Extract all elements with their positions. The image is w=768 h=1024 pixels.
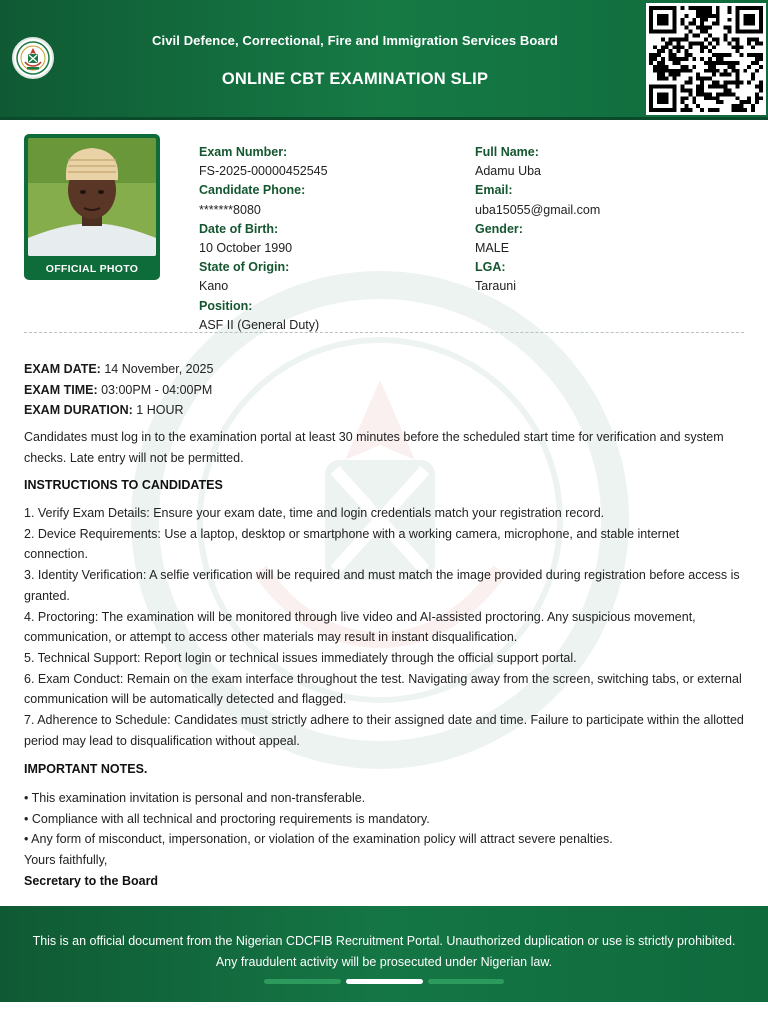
state-label: State of Origin: bbox=[199, 260, 290, 275]
dob-label: Date of Birth: bbox=[199, 221, 279, 236]
lga-value: Tarauni bbox=[475, 279, 516, 294]
closing-text: Yours faithfully, bbox=[24, 853, 108, 868]
exam-duration-value: 1 HOUR bbox=[136, 403, 184, 417]
instruction-item: 5. Technical Support: Report login or technical issues immediately through the official support portal. bbox=[24, 650, 577, 665]
instruction-item: 4. Proctoring: The examination will be monitored through live video and AI-assisted proctoring. Any suspicious movement, communication, or attempt to access other materials may result in instant disqualification. bbox=[24, 609, 696, 645]
official-photo-card bbox=[24, 134, 160, 280]
bottom-margin bbox=[0, 1002, 768, 1024]
exam-details bbox=[24, 359, 213, 421]
footer-disclaimer: This is an official document from the Nigerian CDCFIB Recruitment Portal. Unauthorized duplication or use is strictly prohibited. Any fraudulent activity will be prosecuted under Nigerian law. bbox=[32, 934, 736, 969]
note-item: • Compliance with all technical and proctoring requirements is mandatory. bbox=[24, 811, 430, 826]
footer-bar-right bbox=[428, 979, 504, 984]
exam-number-label: Exam Number: bbox=[199, 145, 288, 159]
instruction-item: 1. Verify Exam Details: Ensure your exam date, time and login credentials match your registration record. bbox=[24, 506, 605, 520]
email-label: Email: bbox=[475, 183, 513, 198]
section-divider bbox=[24, 332, 744, 333]
exam-duration-label: EXAM DURATION: bbox=[24, 403, 133, 417]
phone-label: Candidate Phone: bbox=[199, 183, 306, 198]
exam-date-label: EXAM DATE: bbox=[24, 362, 101, 376]
gender-label: Gender: bbox=[475, 221, 523, 236]
exam-time-row bbox=[24, 380, 213, 401]
exam-date-row bbox=[24, 359, 213, 380]
lga-label: LGA: bbox=[475, 260, 506, 275]
candidate-info-right bbox=[475, 143, 755, 297]
full-name-label: Full Name: bbox=[475, 145, 539, 159]
instructions-list bbox=[24, 503, 746, 751]
board-name: Civil Defence, Correctional, Fire and Immigration Services Board bbox=[152, 33, 558, 48]
note-item: • This examination invitation is personal and non-transferable. bbox=[24, 791, 366, 805]
instruction-item: 7. Adherence to Schedule: Candidates must strictly adhere to their assigned date and time. Failure to participate within the allotted period may lead to disqualification without appeal. bbox=[24, 713, 744, 748]
exam-number-value: FS-2025-00000452545 bbox=[199, 164, 328, 179]
note-item: • Any form of misconduct, impersonation, or violation of the examination policy will attract severe penalties. bbox=[24, 832, 613, 847]
position-label: Position: bbox=[199, 298, 253, 313]
candidate-info-left bbox=[199, 143, 459, 335]
login-notice: Candidates must log in to the examination portal at least 30 minutes before the scheduled start time for verification and system checks. Late entry will not be permitted. bbox=[24, 430, 724, 465]
qr-code-icon bbox=[646, 3, 766, 115]
dob-value: 10 October 1990 bbox=[199, 241, 293, 256]
exam-date-value: 14 November, 2025 bbox=[104, 362, 214, 376]
important-notes-title: IMPORTANT NOTES. bbox=[24, 762, 148, 776]
footer-decorative-bars bbox=[264, 979, 504, 985]
signatory: Secretary to the Board bbox=[24, 873, 159, 888]
instructions-title: INSTRUCTIONS TO CANDIDATES bbox=[24, 478, 223, 492]
slip-header bbox=[0, 0, 768, 120]
instruction-item: 2. Device Requirements: Use a laptop, desktop or smartphone with a working camera, microphone, and stable internet connection. bbox=[24, 526, 680, 562]
state-value: Kano bbox=[199, 279, 229, 294]
footer-bar-center bbox=[346, 979, 423, 984]
cdcfib-crest-icon bbox=[12, 37, 54, 79]
full-name-value: Adamu Uba bbox=[475, 164, 542, 179]
instruction-item: 6. Exam Conduct: Remain on the exam interface throughout the test. Navigating away from the screen, switching tabs, or external communication will be automatically detected and flagged. bbox=[24, 671, 742, 707]
exam-time-value: 03:00PM - 04:00PM bbox=[101, 382, 213, 397]
gender-value: MALE bbox=[475, 241, 510, 256]
email-value: uba15055@gmail.com bbox=[475, 202, 601, 217]
slip-title: ONLINE CBT EXAMINATION SLIP bbox=[221, 70, 489, 88]
exam-time-label: EXAM TIME: bbox=[24, 382, 98, 397]
phone-value: *******8080 bbox=[199, 202, 261, 217]
important-notes-list bbox=[24, 788, 746, 892]
candidate-photo bbox=[28, 138, 156, 256]
position-value: ASF II (General Duty) bbox=[199, 317, 320, 332]
exam-duration-row bbox=[24, 400, 213, 421]
slip-footer bbox=[0, 906, 768, 1002]
official-photo-label: OFFICIAL PHOTO bbox=[45, 263, 139, 275]
instruction-item: 3. Identity Verification: A selfie verification will be required and must match the image provided during registration before access is granted. bbox=[24, 568, 740, 603]
footer-bar-left bbox=[264, 979, 341, 984]
